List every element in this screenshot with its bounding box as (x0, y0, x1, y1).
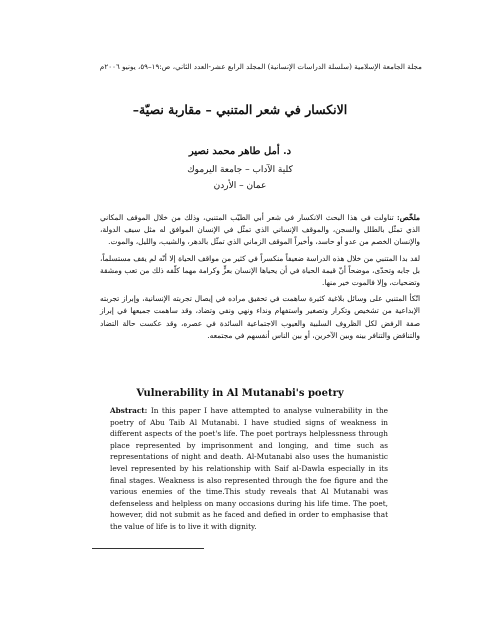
english-abstract-text: In this paper I have attempted to analyse vulnerability in the poetry of Abu Taib Al Mutanabi. I have studied signs of weakness in different aspects of the poet's life. The poet portrays helplessness through place represented by imprisonment and longing, and time such as representations of night and death. Al-Mutanabi also uses the humanistic level represented by his relationship with Saif al-Dawla especially in its final stages. Weakness is also represented through the foe figure and the various enemies of the time.This study reveals that Al Mutanabi was defenseless and helpless on many occasions during his life time. The poet, however, did not submit as he faced and defied in order to emphasise that the value of life is to live it with dignity. (110, 406, 388, 531)
running-header: مجلة الجامعة الإسلامية (سلسلة الدراسات الإنسانية) المجلد الرابع عشر-العدد الثاني، ص:١٩–٥٩، يونيو ٢٠٠٦م (99, 62, 422, 71)
arabic-abstract (100, 212, 420, 346)
english-abstract (110, 405, 388, 533)
arabic-abstract-text-1: تناولت في هذا البحث الانكسار في شعر أبي الطيّب المتنبي، وذلك من خلال الموقف المكاني الذي تمثّل بالطلل والسجن، والموقف الإنساني الذي تمثّل في الإنسان الموافق له مثل سيف الدولة، والإنسان الخصم من عدو أو حاسد، وأخيراً الموقف الزماني الذي تمثّل بالدهر، والشيب، والليل، والموت. (100, 213, 420, 247)
english-title: Vulnerability in Al Mutanabi's poetry (136, 388, 344, 399)
arabic-abstract-paragraph-2: لقد بدا المتنبي من خلال هذه الدراسة ضعيفاً منكسراً في كثير من مواقف الحياة إلا أنّه لم يقف مستسلماً، بل جابه وتحدّى، موضحاً أنّ قيمة الحياة في أن يحياها الإنسان بعزٍّ وكرامة مهما كلّفه ذلك من تعب ومشقة وتضحيات، وإلا فالموت خير منها. (100, 253, 420, 288)
author-block (40, 144, 440, 194)
author-name: د. أمل طاهر محمد نصير (188, 146, 292, 157)
author-city: عمان – الأردن (213, 181, 267, 191)
arabic-abstract-paragraph-3: اتّكأ المتنبي على وسائل بلاغية كثيرة ساهمت في تحقيق مراده في إيصال تجربته الإنسانية، وإبراز تجربته الإبداعية من تشخيص وتكرار وتصغير واستفهام ونداء ونهي ونفي وتضاد، وقد ساهمت جميعها في إبراز صفة الرفض لكل الظروف السلبية والعيوب الاجتماعية السائدة في عصره، وقد عكست حالة التضاد والتناقض والتنافر بينه وبين الآخرين، أو بين الناس أنفسهم في مجتمعه. (100, 294, 420, 340)
arabic-title: الانكسار في شعر المتنبي – مقاربة نصيّة– (132, 102, 348, 117)
author-faculty: كلية الآداب – جامعة اليرموك (187, 165, 293, 175)
footnote-divider (92, 548, 204, 549)
arabic-abstract-paragraph-1 (100, 212, 420, 249)
english-abstract-lead: Abstract: (110, 406, 148, 415)
arabic-abstract-lead: ملخّص: (397, 213, 420, 222)
